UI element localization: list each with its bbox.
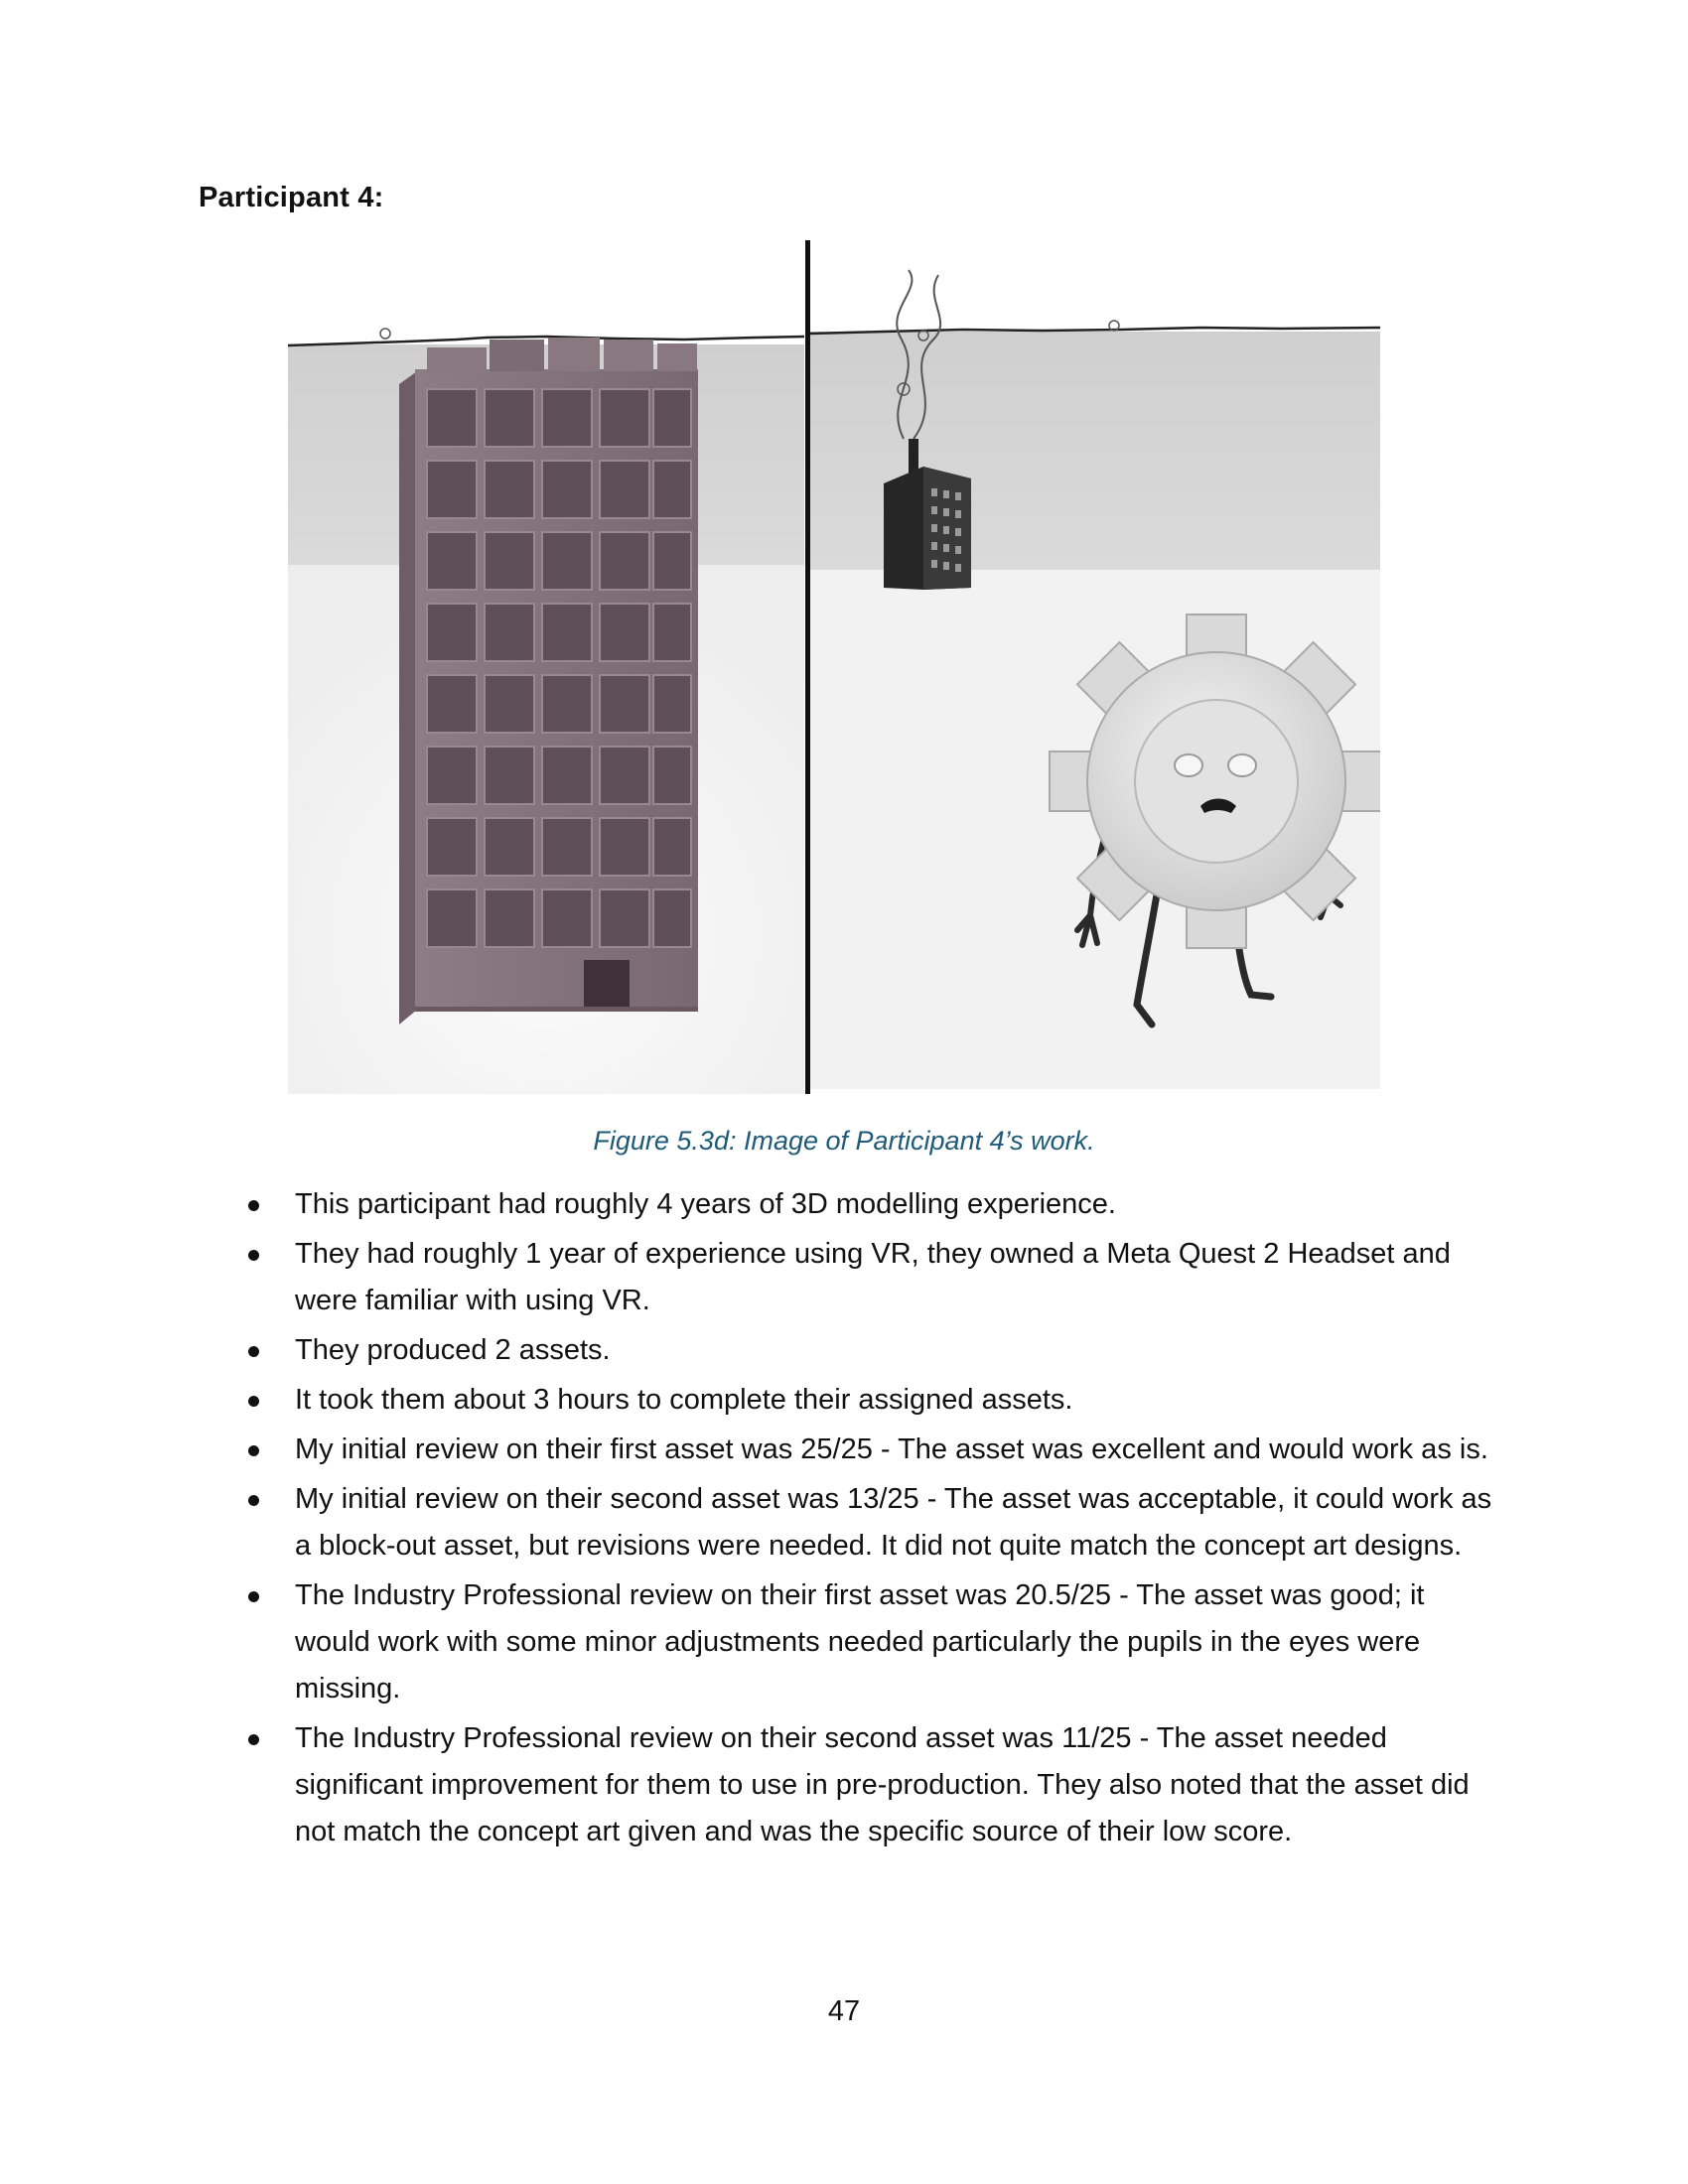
section-heading: Participant 4: (199, 182, 384, 213)
list-item (248, 1427, 1499, 1473)
panel-divider (805, 240, 810, 1094)
figure-image (288, 240, 1380, 1094)
left-panel-building (288, 240, 804, 1094)
bullet-icon (248, 1495, 259, 1506)
list-item (248, 1572, 1499, 1712)
bullet-list (248, 1181, 1499, 1858)
list-item-text: The Industry Professional review on their first asset was 20.5/25 - The asset was good; it would work with some minor adjustments needed particularly the pupils in the eyes were missing. (295, 1579, 1425, 1705)
page-number: 47 (827, 1995, 861, 2027)
bullet-icon (248, 1734, 259, 1745)
right-panel-gear-character (810, 240, 1380, 1094)
participant-work-figure (288, 240, 1380, 1094)
bullet-icon (248, 1346, 259, 1357)
bullet-icon (248, 1200, 259, 1211)
list-item-text: It took them about 3 hours to complete their assigned assets. (295, 1384, 1073, 1416)
list-item (248, 1377, 1499, 1424)
list-item-text: My initial review on their first asset was 25/25 - The asset was excellent and would work as is. (295, 1433, 1488, 1465)
figure-caption: Figure 5.3d: Image of Participant 4’s work. (593, 1126, 1095, 1156)
list-item-text: My initial review on their second asset was 13/25 - The asset was acceptable, it could work as a block-out asset, but revisions were needed. It did not quite match the concept art designs. (295, 1483, 1492, 1562)
bullet-icon (248, 1250, 259, 1261)
list-item-text: They produced 2 assets. (295, 1334, 611, 1366)
list-item (248, 1181, 1499, 1228)
list-item (248, 1327, 1499, 1374)
list-item-text: They had roughly 1 year of experience using VR, they owned a Meta Quest 2 Headset and were familiar with using VR. (295, 1238, 1451, 1316)
bullet-icon (248, 1396, 259, 1407)
list-item-text: This participant had roughly 4 years of 3D modelling experience. (295, 1188, 1116, 1220)
list-item (248, 1715, 1499, 1855)
list-item (248, 1231, 1499, 1324)
list-item (248, 1476, 1499, 1570)
bullet-icon (248, 1591, 259, 1602)
list-item-text: The Industry Professional review on their second asset was 11/25 - The asset needed significant improvement for them to use in pre-production. They also noted that the asset did not match the concept art given and was the specific source of their low score. (295, 1722, 1470, 1847)
bullet-icon (248, 1445, 259, 1456)
